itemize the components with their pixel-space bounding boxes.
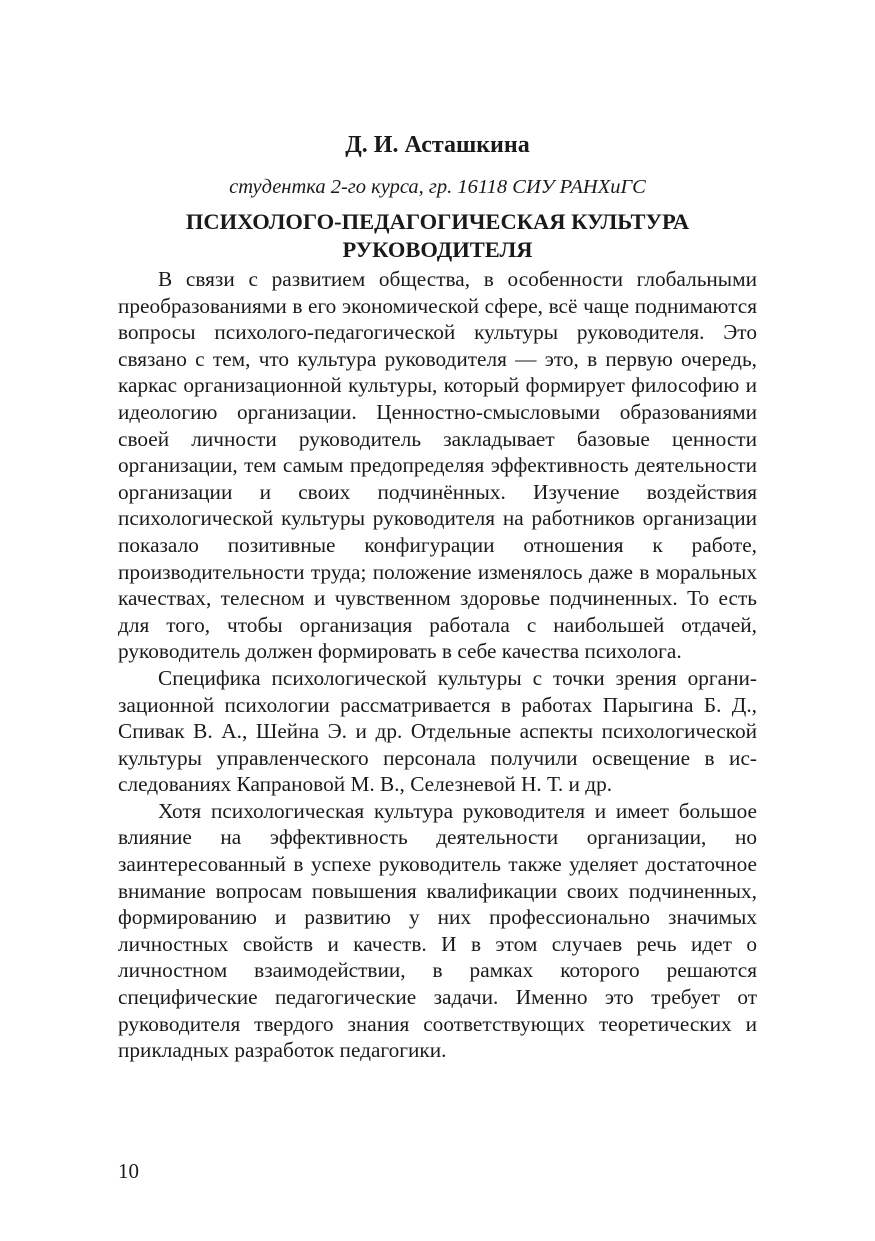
body-paragraph-1: В связи с развитием общества, в особенности глобальными преобразованиями в его экономической сфере, всё чаще поднимаются вопросы психолого-педагогической культуры руководителя. Это связано с тем, что культура руководителя — это, в первую очередь, каркас организационной культуры, который формирует философию и идеологию организации. Ценностно-смысловыми образованиями своей личности руководитель закладывает базовые ценности организации, тем самым предопределяя эффективность деятельности организации и своих подчинённых. Изучение воздействия психологической культуры руководителя на работников организации показало позитивные конфигурации отношения к работе, производительности труда; положение изменялось даже в моральных качествах, телесном и чувственном здоровье подчиненных. То есть для того, чтобы организация работала с наибольшей отдачей, руководитель должен формировать в себе качества психолога.: [118, 267, 757, 664]
author-name: Д. И. Асташкина: [345, 132, 530, 158]
body-paragraph-3: Хотя психологическая культура руководителя и имеет большое влияние на эффективность деятельности организации, но заинтересованный в успехе руководитель также уделяет достаточное внимание вопросам повышения квалификации своих подчиненных, формированию и развитию у них профессионально значимых личностных свойств и качеств. И в этом случаев речь идет о личностном взаимодействии, в рамках которого решаются специфические педагогические задачи. Именно это требует от руководителя твердого знания соответствующих теоретических и прикладных разработок педагогики.: [118, 798, 757, 1063]
article: [118, 128, 757, 1064]
article-title-line-1: ПСИХОЛОГО-ПЕДАГОГИЧЕСКАЯ КУЛЬТУРА: [185, 209, 690, 234]
article-title: [118, 208, 757, 264]
article-title-line-2: РУКОВОДИТЕЛЯ: [342, 237, 533, 262]
body-paragraph-2: Специфика психологической культуры с точки зрения организационной психологии рассматривается в работах Парыгина Б. Д., Спивак В. А., Шейна Э. и др. Отдельные аспекты психологической культуры управленческого персонала получили освещение в исследованиях Капрановой М. В., Селезневой Н. Т. и др.: [118, 665, 757, 797]
page-number: 10: [118, 1159, 139, 1183]
author-affiliation: студентка 2-го курса, гр. 16118 СИУ РАНХиГС: [229, 176, 646, 198]
